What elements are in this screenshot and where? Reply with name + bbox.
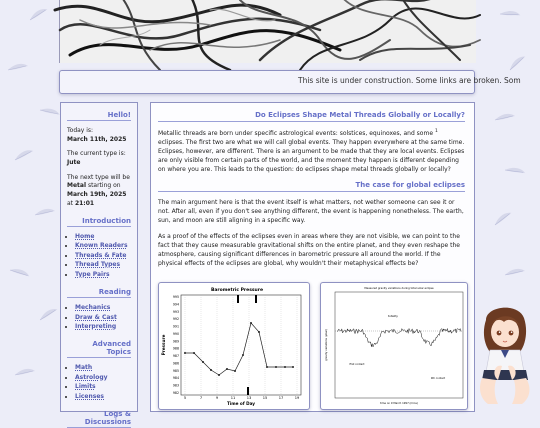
next-type-date: March 19th, 2025 — [67, 191, 127, 199]
article-paragraph-1 — [158, 129, 465, 174]
nav-list-reading — [67, 304, 131, 331]
next-type-time: 21:01 — [74, 199, 95, 207]
nav-item — [75, 261, 131, 269]
next-type-value: Metal — [67, 182, 87, 190]
nav-link-thread-types[interactable]: Thread Types — [75, 261, 121, 269]
pressure-x-label: Time of Day — [226, 401, 256, 406]
next-type-prefix: The next type will be — [67, 173, 130, 181]
pressure-y-tick-label: 982 — [172, 391, 179, 395]
nav-link-known-readers[interactable]: Known Readers — [75, 242, 128, 250]
footnote-ref[interactable]: 1 — [434, 129, 438, 134]
eclipse-marker-top — [255, 295, 257, 303]
pressure-y-tick-label: 987 — [172, 354, 179, 359]
pressure-x-tick-label: 13 — [246, 396, 252, 400]
sidebar-heading-hello: Hello! — [67, 111, 131, 121]
pressure-x-tick-label: 7 — [199, 396, 203, 400]
tangled-rope-photo — [60, 0, 476, 63]
pressure-x-tick-label: 11 — [230, 396, 236, 400]
article-paragraph-3: As a proof of the effects of the eclipses even in areas where they are not visible, we can point to the fact that they cause measurable gravitational shifts on the entire planet, and they even reshape the atmosphere, causing significant differences in barometric pressure all around the world. If the physical effects of the eclipses are global, why wouldn't their metaphysical effects be? — [158, 233, 460, 267]
nav-link-type-pairs[interactable]: Type Pairs — [75, 270, 110, 278]
anime-girl-mascot — [468, 300, 540, 405]
today-value: March 11th, 2025 — [67, 135, 127, 143]
pressure-y-ticks — [173, 295, 179, 395]
eclipse-marker-top — [237, 295, 239, 303]
nav-item — [75, 374, 131, 382]
gravity-x-label: time on 9 March 1997 (mins) — [380, 402, 418, 405]
section-heading-global: The case for global eclipses — [158, 181, 465, 192]
next-type-middle: starting on — [87, 182, 121, 190]
nav-link-draw-cast[interactable]: Draw & Cast — [75, 313, 117, 321]
pressure-y-tick-label: 994 — [172, 302, 179, 307]
pressure-x-tick-label: 15 — [262, 396, 268, 400]
eclipse-marker-bottom — [247, 387, 249, 395]
nav-item — [75, 314, 131, 322]
para1-end: eclipses. The first two are what we will call global events. They happen everywhere at the same time. Eclipses, however, are different. There is an argument to be made that they are local events. Eclipses are only visible from certain parts of the world, and the moment they happen is different depending on where you are. This leads to the question: do eclipses shape metal threads globally or locally? — [158, 138, 465, 173]
figures-row — [158, 282, 468, 422]
gravity-label-totality: totality — [388, 314, 398, 318]
nav-link-home[interactable]: Home — [75, 232, 95, 240]
sidebar-heading-advanced: Advanced Topics — [67, 340, 131, 358]
pressure-y-tick-label: 985 — [172, 368, 179, 373]
nav-link-limits[interactable]: Limits — [75, 383, 96, 391]
nav-item — [75, 393, 131, 401]
nav-item — [75, 233, 131, 241]
pressure-x-tick-label: 5 — [183, 396, 187, 400]
gravity-chart-title: Measured gravity variations during total solar eclipse — [364, 287, 434, 290]
pressure-plot-area — [181, 295, 301, 395]
pressure-y-tick-label: 992 — [172, 317, 179, 322]
nav-item — [75, 323, 131, 331]
nav-item — [75, 383, 131, 391]
gravity-variation-figure — [320, 282, 468, 410]
pressure-y-tick-label: 983 — [172, 383, 179, 388]
pressure-y-tick-label: 991 — [172, 324, 179, 329]
current-type-value: Jute — [67, 159, 81, 167]
sidebar — [60, 102, 138, 427]
barometric-pressure-figure — [158, 282, 310, 410]
nav-item — [75, 242, 131, 250]
nav-link-threads-fate[interactable]: Threads & Fate — [75, 251, 127, 259]
main-content — [150, 102, 475, 412]
next-type-info — [67, 174, 131, 209]
nav-item — [75, 271, 131, 279]
pressure-chart-title: Barometric Pressure — [210, 288, 264, 293]
nav-link-interpreting[interactable]: Interpreting — [75, 323, 117, 331]
pressure-x-ticks — [184, 396, 300, 400]
article-title: Do Eclipses Shape Metal Threads Globally or Locally? — [158, 111, 465, 122]
sidebar-heading-introduction: Introduction — [67, 217, 131, 227]
article-paragraph-2: The main argument here is that the event itself is what matters, not wether someone can see it or not. After all, even if you don't see anything different, the event is happening nonetheless. The earth, sun, and moon are still aligning in a specific way. — [158, 199, 464, 225]
gravity-label-first-contact: first contact — [349, 363, 365, 366]
pressure-y-tick-label: 990 — [172, 331, 179, 336]
sidebar-heading-logs: Logs & Discussions — [67, 410, 131, 428]
gravity-y-label: gravity variations (µGal) — [325, 329, 328, 361]
pressure-x-tick-label: 19 — [294, 396, 300, 400]
pressure-x-tick-label: 9 — [215, 396, 219, 400]
para1-start: Metallic threads are born under specific astrological events: solstices, equinoxes, and some — [158, 130, 434, 137]
gravity-plot-area — [335, 292, 463, 398]
today-label: Today is: — [67, 127, 94, 134]
nav-item — [75, 252, 131, 260]
construction-notice-bar — [59, 70, 521, 94]
sidebar-heading-reading: Reading — [67, 288, 131, 298]
pressure-x-tick-label: 17 — [278, 396, 284, 400]
pressure-y-label: Pressure — [161, 334, 166, 356]
construction-notice-text: This site is under construction. Some links are broken. Som — [298, 76, 521, 85]
nav-link-astrology[interactable]: Astrology — [75, 373, 108, 381]
pressure-y-tick-label: 993 — [172, 309, 179, 314]
pressure-y-tick-label: 986 — [172, 361, 179, 366]
current-type-info — [67, 150, 131, 167]
nav-item — [75, 364, 131, 372]
current-type-label: The current type is: — [67, 150, 126, 158]
pressure-y-tick-label: 984 — [172, 376, 179, 381]
gravity-label-fourth-contact: 4th contact — [430, 377, 446, 380]
pressure-y-tick-label: 995 — [172, 295, 179, 299]
nav-list-introduction — [67, 233, 131, 279]
nav-link-mechanics[interactable]: Mechanics — [75, 303, 111, 311]
nav-link-licenses[interactable]: Licenses — [75, 393, 104, 401]
nav-list-advanced — [67, 364, 131, 401]
header-banner — [59, 0, 475, 63]
pressure-y-tick-label: 988 — [172, 346, 179, 351]
next-type-at: at — [67, 199, 74, 207]
nav-item — [75, 304, 131, 312]
pressure-y-tick-label: 989 — [172, 339, 179, 344]
nav-link-math[interactable]: Math — [75, 364, 93, 372]
today-info — [67, 127, 131, 144]
